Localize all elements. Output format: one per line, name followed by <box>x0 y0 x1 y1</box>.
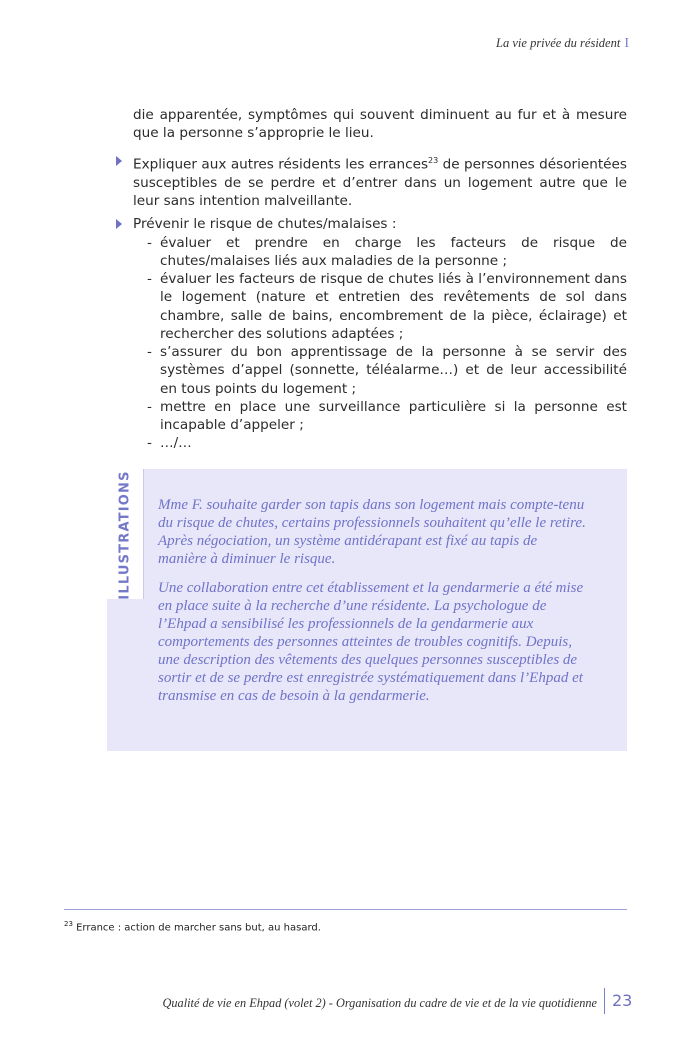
sub-list-item: - …/… <box>147 435 192 451</box>
sub-list-item: - évaluer et prendre en charge les facteurs de risque de chutes/malaises liés aux maladies de la personne ; <box>147 235 627 270</box>
sub-list-item-text: évaluer et prendre en charge les facteurs de risque de chutes/malaises liés aux maladies de la personne ; <box>160 235 627 270</box>
bullet-item-errances <box>133 152 627 210</box>
running-header-title: La vie privée du résident <box>496 36 621 50</box>
running-header-separator: I <box>624 36 629 51</box>
sub-list-item: - évaluer les facteurs de risque de chutes liés à l’environnement dans le logement (nature et entretien des revêtements de sol dans chambre, salle de bains, encombrement de la pièce, éclairage) et rechercher des solutions adaptées ; <box>147 271 627 342</box>
bullet-text: Prévenir le risque de chutes/malaises : <box>133 216 397 232</box>
footer-divider <box>604 988 605 1014</box>
sub-list-item: - mettre en place une surveillance particulière si la personne est incapable d’appeler ; <box>147 399 627 434</box>
sub-list-item-text: …/… <box>160 435 192 451</box>
footnote-number: 23 <box>64 920 73 928</box>
illustrations-divider <box>143 469 144 599</box>
illustrations-label: ILLUSTRATIONS <box>117 470 133 600</box>
running-header <box>496 36 629 52</box>
footer-title: Qualité de vie en Ehpad (volet 2) - Organisation du cadre de vie et de la vie quotidienne <box>162 996 597 1010</box>
bullet-text-end: de personnes désorientées susceptibles de se perdre et d’entrer dans un logement autre que le leur sans intention malveillante. <box>133 156 627 210</box>
sub-list-item-text: évaluer les facteurs de risque de chutes liés à l’environnement dans le logement (nature et entretien des revêtements de sol dans chambre, salle de bains, encombrement de la pièce, éclairage) et rechercher des solutions adaptées ; <box>160 271 627 342</box>
bullet-item-chutes <box>133 215 627 233</box>
footnote <box>64 920 321 933</box>
footnote-text: Errance : action de marcher sans but, au hasard. <box>72 922 321 934</box>
illustration-paragraph: Mme F. souhaite garder son tapis dans son logement mais compte-tenu du risque de chutes, certains professionnels souhaitent qu’elle le retire. Après négociation, un système antidérapant est fixé au tapis de manière à diminuer le risque. <box>158 497 586 567</box>
page-number: 23 <box>612 991 633 1010</box>
sub-list-item: - s’assurer du bon apprentissage de la personne à se servir des systèmes d’appel (sonnette, téléalarme…) et de leur accessibilité en tous points du logement ; <box>147 344 627 397</box>
footnote-reference: 23 <box>428 156 439 165</box>
footnote-divider <box>64 909 627 910</box>
bullet-arrow-icon <box>116 219 122 229</box>
illustration-paragraph: Une collaboration entre cet établissement et la gendarmerie a été mise en place suite à la recherche d’une résidente. La psychologue de l’Ehpad a sensibilisé les professionnels de la gendarmerie aux comportements des personnes atteintes de troubles cognitifs. Depuis, une description des vêtements des quelques personnes susceptibles de sortir et de se perdre est enregistrée systématiquement dans l’Ehpad et transmise en cas de besoin à la gendarmerie. <box>158 580 584 704</box>
sub-list-item-text: s’assurer du bon apprentissage de la personne à se servir des systèmes d’appel (sonnette, téléalarme…) et de leur accessibilité en tous points du logement ; <box>160 344 627 397</box>
bullet-text-start: Expliquer aux autres résidents les errances <box>133 156 429 173</box>
bullet-arrow-icon <box>116 156 122 166</box>
continuation-paragraph: die apparentée, symptômes qui souvent diminuent au fur et à mesure que la personne s’approprie le lieu. <box>133 107 627 142</box>
illustrations-tab-fill <box>107 599 143 751</box>
sub-list-item-text: mettre en place une surveillance particulière si la personne est incapable d’appeler ; <box>160 399 627 434</box>
